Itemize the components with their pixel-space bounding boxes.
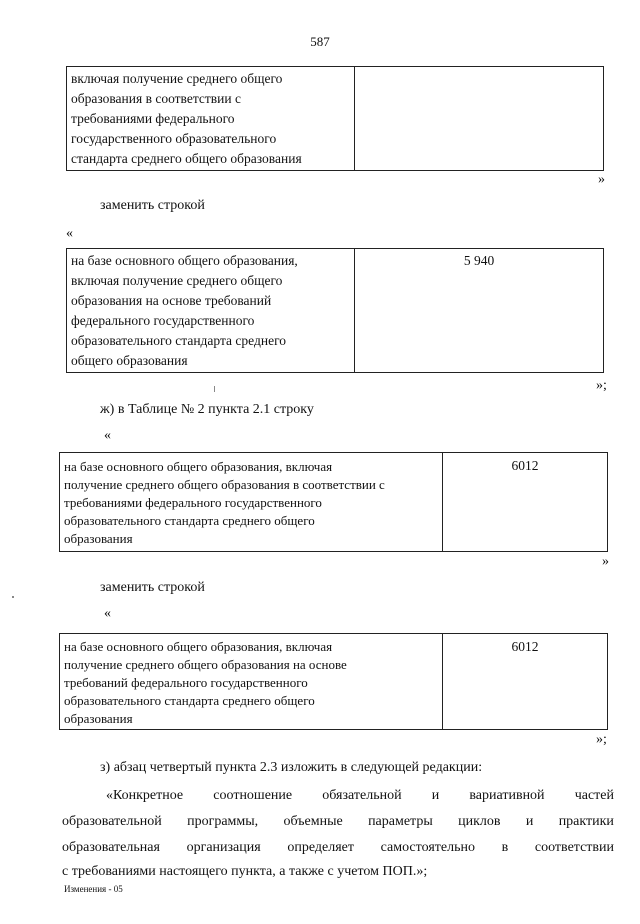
- table-row-3-value: 6012: [511, 458, 539, 473]
- page-number: 587: [310, 34, 330, 49]
- table-row-1-text: включая получение среднего общего образования в соответствии с требованиями федерального государственного образовательного стандарта среднего общего образования: [67, 67, 355, 170]
- word: и: [525, 814, 534, 829]
- table-row-4-value: 6012: [511, 639, 539, 654]
- word: практики: [558, 814, 614, 829]
- paragraph-line-1: [106, 788, 614, 804]
- scan-speck: [12, 596, 14, 598]
- word: самостоятельно: [380, 840, 475, 855]
- closing-quote-4: »;: [596, 732, 607, 747]
- word: объемные: [283, 814, 343, 829]
- word: «Конкретное: [106, 788, 184, 803]
- item-z: з) абзац четвертый пункта 2.3 изложить в следующей редакции:: [100, 760, 483, 775]
- footer-label: Изменения - 05: [64, 884, 123, 894]
- word: циклов: [458, 814, 501, 829]
- word: определяет: [287, 840, 354, 855]
- word: соотношение: [213, 788, 293, 803]
- opening-quote-2: «: [104, 428, 111, 443]
- item-zh: ж) в Таблице № 2 пункта 2.1 строку: [100, 402, 314, 417]
- replace-label-1: заменить строкой: [100, 198, 205, 213]
- word: образовательная: [62, 840, 160, 855]
- word: образовательной: [62, 814, 162, 829]
- table-row-4: [59, 633, 608, 730]
- paragraph-line-3: [62, 840, 614, 856]
- word: соответствии: [534, 840, 614, 855]
- word: и: [431, 788, 440, 803]
- word: в: [501, 840, 509, 855]
- table-row-4-text: на базе основного общего образования, включая получение среднего общего образования на основе требований федерального государственного образовательного стандарта среднего общего образования: [60, 634, 443, 729]
- table-row-1-value: [355, 67, 603, 170]
- table-row-3: [59, 452, 608, 552]
- table-row-1: [66, 66, 604, 171]
- paragraph-line-2: [62, 814, 614, 830]
- word: параметры: [368, 814, 433, 829]
- table-row-2-text: на базе основного общего образования, включая получение среднего общего образования на основе требований федерального государственного образовательного стандарта среднего общего образования: [67, 249, 355, 372]
- word: частей: [574, 788, 614, 803]
- word: обязательной: [322, 788, 402, 803]
- word: организация: [186, 840, 261, 855]
- closing-quote-3: »: [602, 554, 609, 569]
- replace-label-2: заменить строкой: [100, 580, 205, 595]
- opening-quote-1: «: [66, 226, 73, 241]
- word: вариативной: [469, 788, 545, 803]
- word: программы,: [187, 814, 259, 829]
- table-row-2: [66, 248, 604, 373]
- closing-quote-1: »: [598, 172, 605, 187]
- scan-speck: [214, 386, 215, 392]
- closing-quote-2: »;: [596, 378, 607, 393]
- table-row-2-value: 5 940: [463, 253, 495, 268]
- opening-quote-3: «: [104, 606, 111, 621]
- table-row-3-text: на базе основного общего образования, включая получение среднего общего образования в соответствии с требованиями федерального государственного образовательного стандарта среднего общего образования: [60, 453, 443, 551]
- paragraph-line-4: с требованиями настоящего пункта, а также с учетом ПОП.»;: [62, 864, 428, 879]
